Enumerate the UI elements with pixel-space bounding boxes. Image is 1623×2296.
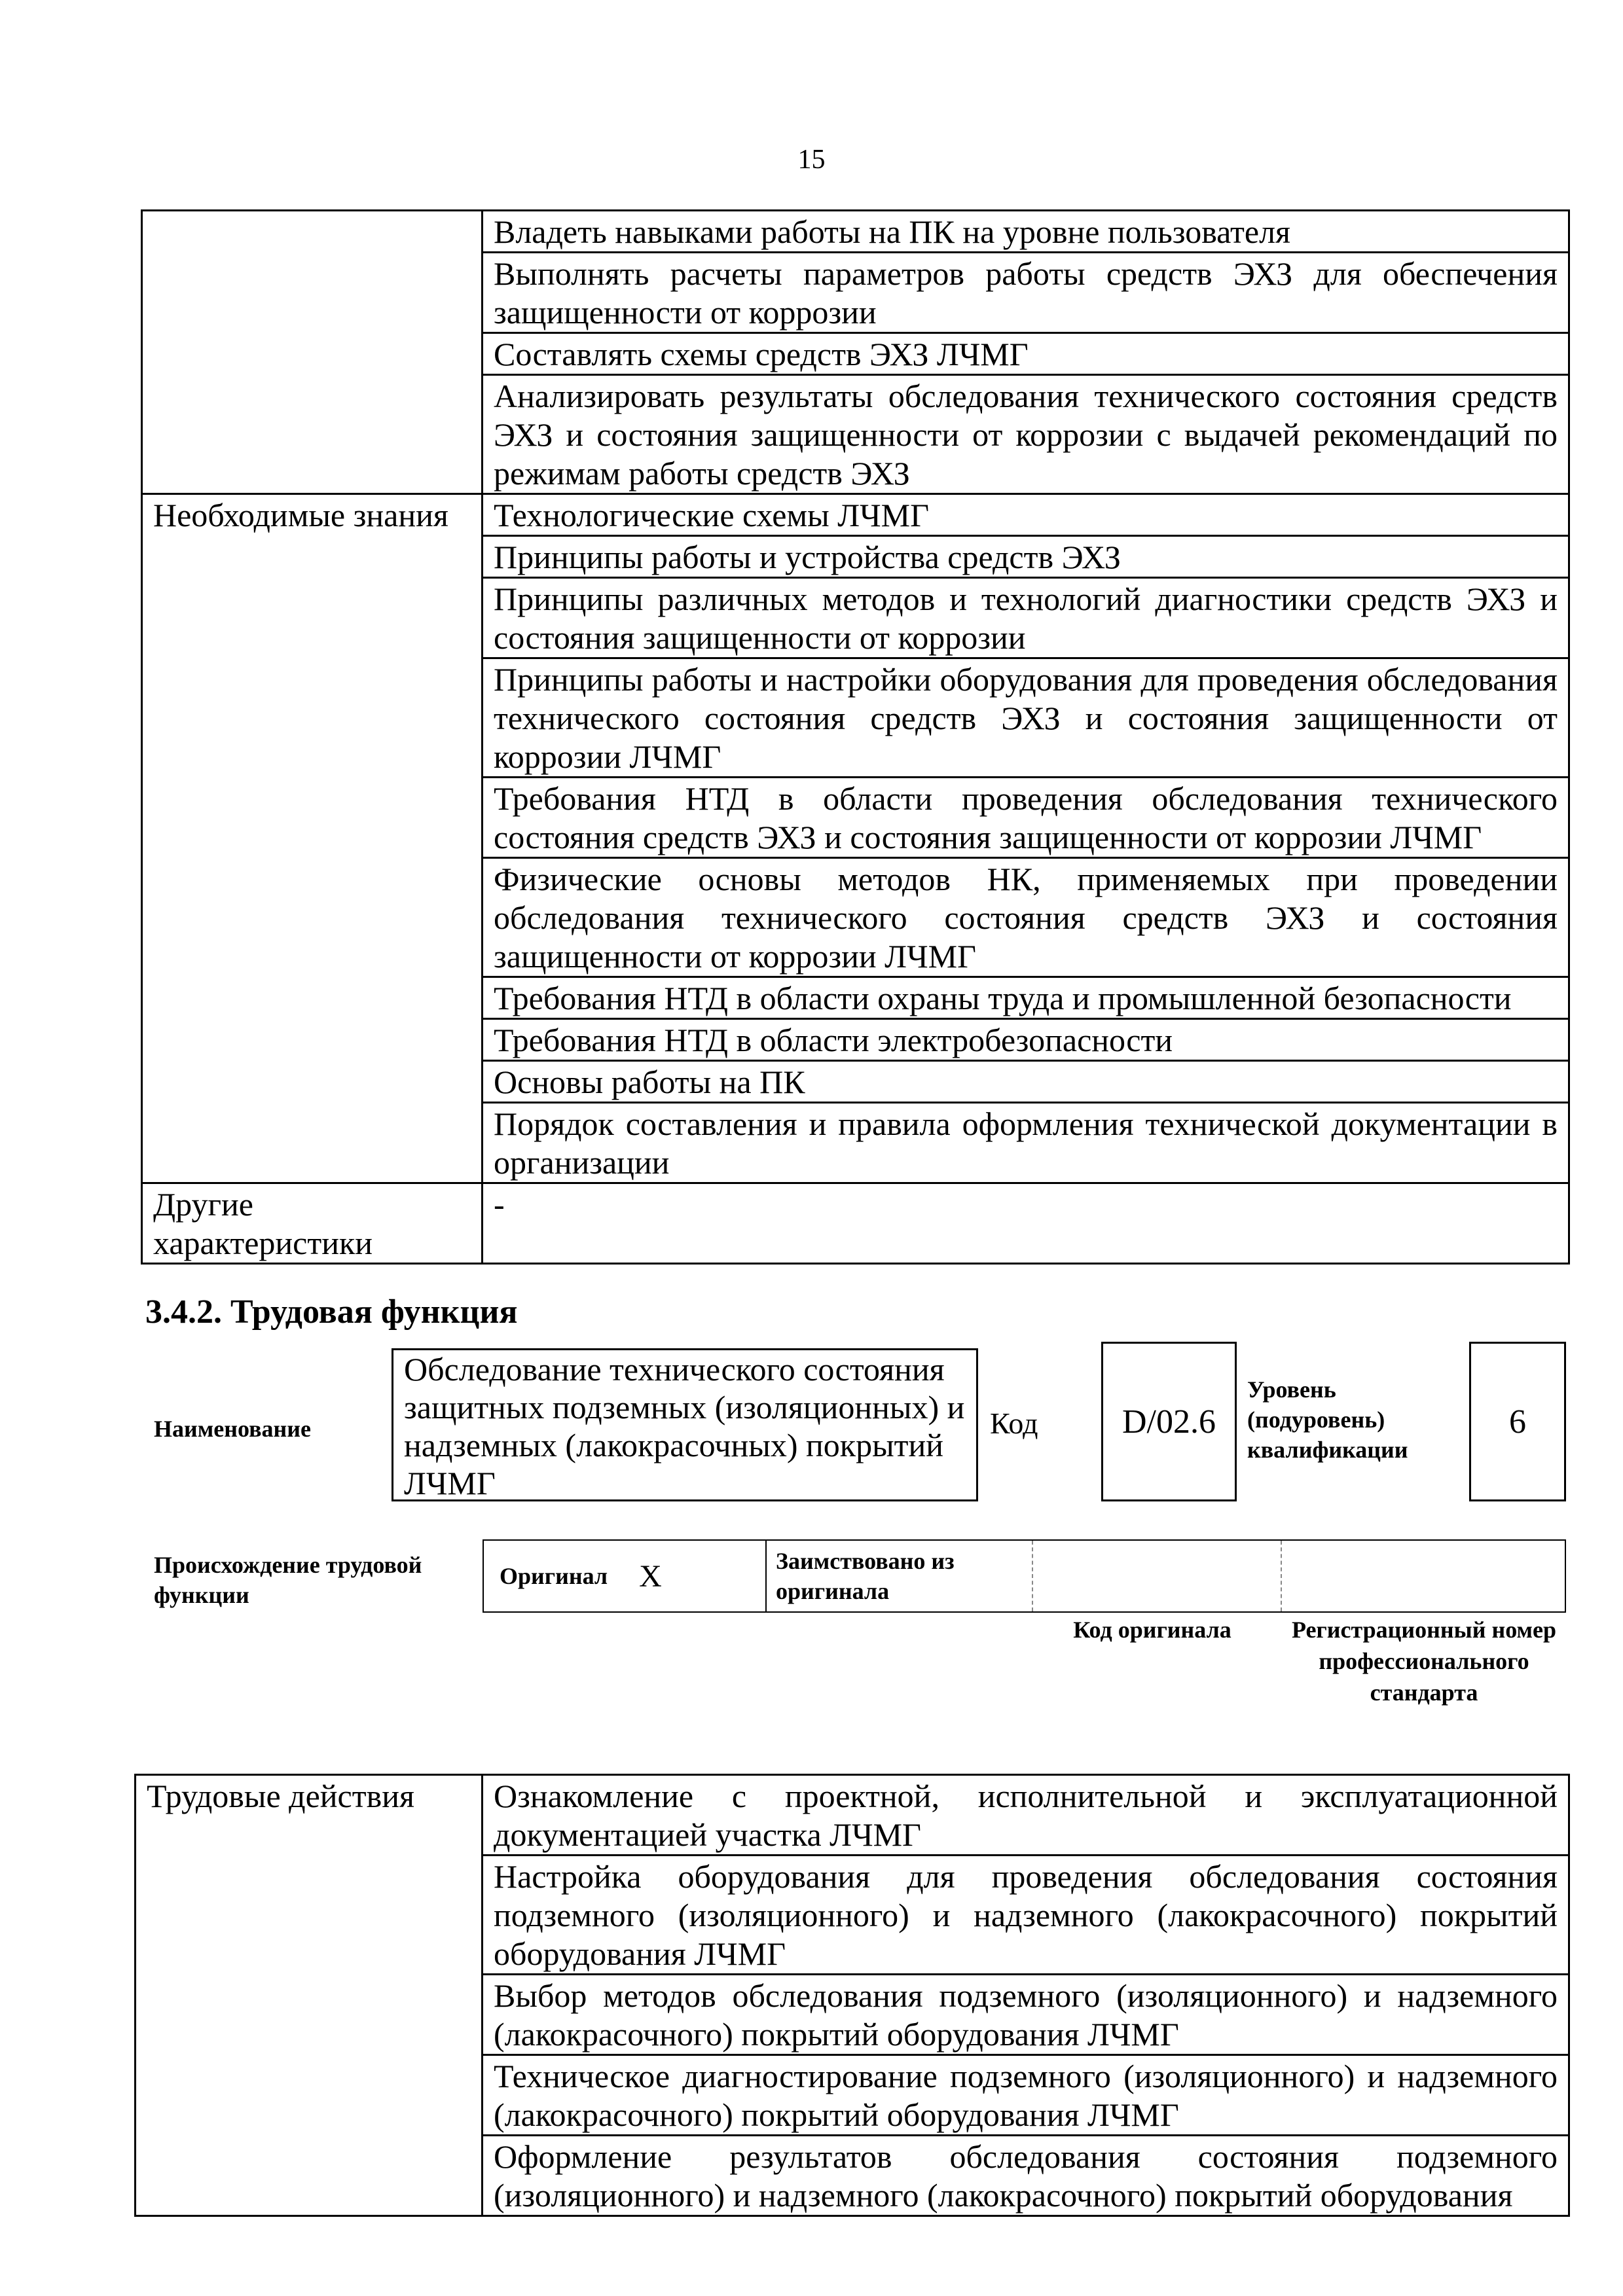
reg-number-cell [1281,1541,1565,1611]
table-row [142,1183,1569,1264]
function-name: Обследование технического состояния защитных подземных (изоляционных) и надземных (лакокрасочных) покрытий ЛЧМГ [404,1351,965,1501]
knowledge-item: Принципы различных методов и технологий диагностики средств ЭХЗ и состояния защищенности от коррозии [483,578,1569,658]
knowledge-label: Необходимые знания [142,494,483,1183]
original-label: Оригинал [500,1563,608,1589]
code-original-cell [1032,1541,1281,1611]
original-cell [484,1541,765,1611]
action-item: Ознакомление с проектной, исполнительной и эксплуатационной документацией участка ЛЧМГ [483,1775,1569,1856]
skill-item: Анализировать результаты обследования технического состояния средств ЭХЗ и состояния защищенности от коррозии с выдачей рекомендаций по режимам работы средств ЭХЗ [483,375,1569,494]
other-characteristics-label: Другие характеристики [142,1183,483,1264]
knowledge-item: Требования НТД в области охраны труда и промышленной безопасности [483,977,1569,1019]
knowledge-item: Принципы работы и устройства средств ЭХЗ [483,536,1569,578]
origin-row [483,1539,1566,1613]
action-item: Оформление результатов обследования состояния подземного (изоляционного) и надземного (лакокрасочного) покрытий оборудования [483,2136,1569,2216]
knowledge-item: Физические основы методов НК, применяемых при проведении обследования технического состояния средств ЭХЗ и состояния защищенности от коррозии ЛЧМГ [483,858,1569,977]
skill-item: Выполнять расчеты параметров работы средств ЭХЗ для обеспечения защищенности от коррозии [483,253,1569,333]
function-name-box [392,1348,978,1501]
code-value: D/02.6 [1101,1342,1237,1501]
table-row [142,494,1569,536]
other-characteristics-value: - [483,1183,1569,1264]
skill-item: Составлять схемы средств ЭХЗ ЛЧМГ [483,333,1569,375]
original-mark: X [639,1558,662,1594]
table-row [136,1775,1569,1856]
name-label: Наименование [154,1416,311,1442]
code-original-caption: Код оригинала [1073,1617,1231,1643]
reg-number-caption: Регистрационный номер профессионального стандарта [1291,1617,1557,1706]
action-item: Выбор методов обследования подземного (изоляционного) и надземного (лакокрасочного) покрытий оборудования ЛЧМГ [483,1975,1569,2055]
labour-actions-table [134,1774,1570,2217]
level-label: Уровень (подуровень) квалификации [1247,1376,1408,1463]
knowledge-item: Основы работы на ПК [483,1061,1569,1103]
action-item: Настройка оборудования для проведения обследования состояния подземного (изоляционного) и надземного (лакокрасочного) покрытий оборудования ЛЧМГ [483,1856,1569,1975]
actions-label: Трудовые действия [136,1775,483,2216]
borrowed-label: Заимствовано из оригинала [765,1541,1032,1611]
knowledge-item: Требования НТД в области проведения обследования технического состояния средств ЭХЗ и состояния защищенности от коррозии ЛЧМГ [483,778,1569,858]
section-title: 3.4.2. Трудовая функция [145,1293,518,1331]
skills-label-cell [142,211,483,494]
page-number: 15 [797,145,826,175]
knowledge-item: Технологические схемы ЛЧМГ [483,494,1569,536]
level-value: 6 [1469,1342,1566,1501]
action-item: Техническое диагностирование подземного (изоляционного) и надземного (лакокрасочного) покрытий оборудования ЛЧМГ [483,2055,1569,2136]
knowledge-item: Принципы работы и настройки оборудования для проведения обследования технического состояния средств ЭХЗ и состояния защищенности от коррозии ЛЧМГ [483,658,1569,778]
skill-item: Владеть навыками работы на ПК на уровне пользователя [483,211,1569,253]
origin-label: Происхождение трудовой функции [154,1552,422,1608]
knowledge-item: Порядок составления и правила оформления технической документации в организации [483,1103,1569,1183]
knowledge-item: Требования НТД в области электробезопасности [483,1019,1569,1061]
table-row [142,211,1569,253]
code-label: Код [990,1407,1038,1440]
requirements-table [141,209,1570,1265]
